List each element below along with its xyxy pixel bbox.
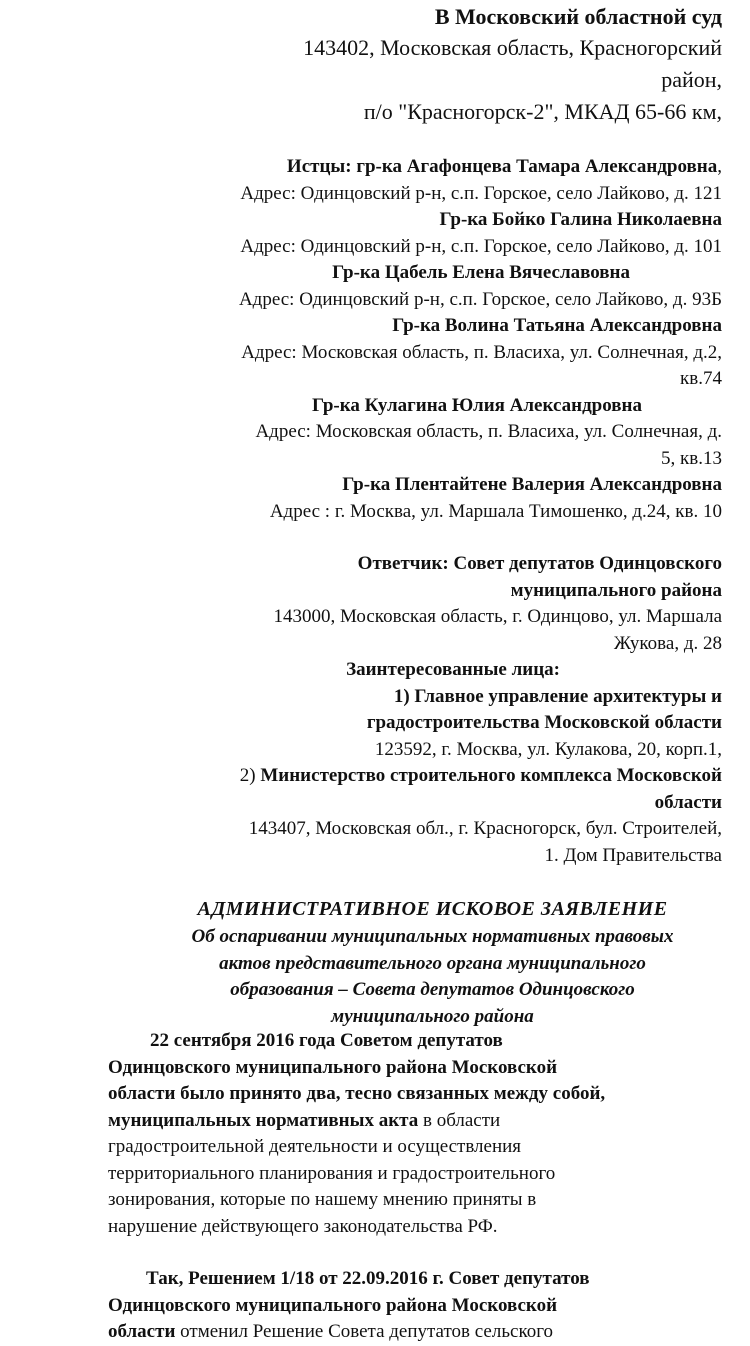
document-subtitle-line2: актов представительного органа муниципального bbox=[219, 952, 646, 974]
plaintiff-4-address-line1: Адрес: Московская область, п. Власиха, ул. Солнечная, д.2, bbox=[241, 341, 722, 363]
defendant-address-line1: 143000, Московская область, г. Одинцово, ул. Маршала bbox=[273, 606, 722, 627]
interested-2-name: Министерство строительного комплекса Московской bbox=[260, 765, 722, 786]
body-p1-line4 bbox=[108, 1108, 728, 1135]
interested-2-number: 2) bbox=[239, 765, 261, 786]
plaintiff-1-line bbox=[42, 154, 722, 181]
defendant-line1: Ответчик: Совет депутатов Одинцовского bbox=[357, 553, 722, 574]
court-name: В Московский областной суд bbox=[434, 4, 722, 29]
interested-2-address-line2: 1. Дом Правительства bbox=[544, 844, 722, 866]
court-header bbox=[42, 2, 722, 128]
body-p1-line4-rest: в области bbox=[418, 1109, 501, 1131]
plaintiff-2-name: Гр-ка Бойко Галина Николаевна bbox=[439, 209, 722, 230]
interested-label: Заинтересованные лица: bbox=[346, 659, 560, 680]
body-p1-line3: области было принято два, тесно связанных между собой, bbox=[108, 1083, 606, 1104]
body-p1-line2: Одинцовского муниципального района Московской bbox=[108, 1056, 558, 1078]
body-p1-line1: 22 сентября 2016 года Советом депутатов bbox=[150, 1030, 503, 1051]
interested-1-address: 123592, г. Москва, ул. Кулакова, 20, корп.1, bbox=[374, 738, 722, 760]
body-p1-line6: территориального планирования и градостроительного bbox=[108, 1162, 556, 1184]
interested-2-line bbox=[42, 763, 722, 790]
body-p2-line3-rest: отменил Решение Совета депутатов сельского bbox=[175, 1321, 554, 1342]
defendant-line2: муниципального района bbox=[510, 579, 722, 601]
defendant-block bbox=[42, 551, 722, 657]
plaintiff-1-name: гр-ка Агафонцева Тамара Александровна bbox=[356, 156, 718, 177]
plaintiff-1-comma: , bbox=[717, 156, 722, 177]
court-address-line1: 143402, Московская область, Красногорский bbox=[303, 35, 722, 60]
plaintiffs-block bbox=[42, 154, 722, 525]
document-subtitle-line3: образования – Совета депутатов Одинцовского bbox=[230, 979, 635, 1000]
plaintiff-6-address: Адрес : г. Москва, ул. Маршала Тимошенко, д.24, кв. 10 bbox=[269, 500, 722, 522]
document-title-block bbox=[100, 894, 750, 1030]
body-p1-line5: градостроительной деятельности и осуществления bbox=[108, 1136, 522, 1157]
defendant-address-line2: Жукова, д. 28 bbox=[613, 632, 722, 654]
interested-2-address-line1: 143407, Московская обл., г. Красногорск, бул. Строителей, bbox=[248, 818, 722, 839]
body-paragraph-1 bbox=[108, 1028, 728, 1240]
plaintiff-4-address-line2: кв.74 bbox=[680, 368, 722, 389]
interested-2-line2: области bbox=[654, 791, 722, 813]
body-p2-line2: Одинцовского муниципального района Московской bbox=[108, 1294, 558, 1316]
plaintiffs-label: Истцы: bbox=[286, 156, 352, 177]
body-p2-line3 bbox=[108, 1319, 728, 1346]
body-p2-line3-bold: области bbox=[108, 1321, 176, 1342]
plaintiff-5-name: Гр-ка Кулагина Юлия Александровна bbox=[311, 394, 642, 416]
plaintiff-3-name: Гр-ка Цабель Елена Вячеславовна bbox=[332, 262, 630, 283]
plaintiff-5-address-line1: Адрес: Московская область, п. Власиха, ул. Солнечная, д. bbox=[255, 421, 722, 442]
body-p1-line4-bold: муниципальных нормативных акта bbox=[108, 1109, 419, 1131]
interested-1-line2: градостроительства Московской области bbox=[366, 712, 722, 733]
court-address-line3: п/о "Красногорск-2", МКАД 65-66 км, bbox=[363, 99, 722, 124]
body-p1-line7: зонирования, которые по нашему мнению приняты в bbox=[108, 1189, 537, 1210]
plaintiff-4-name: Гр-ка Волина Татьяна Александровна bbox=[392, 315, 722, 336]
document-subtitle-line1: Об оспаривании муниципальных нормативных правовых bbox=[191, 926, 674, 947]
document-title: АДМИНИСТРАТИВНОЕ ИСКОВОЕ ЗАЯВЛЕНИЕ bbox=[197, 898, 668, 920]
plaintiff-6-name: Гр-ка Плентайтене Валерия Александровна bbox=[342, 474, 722, 495]
document-subtitle-line4: муниципального района bbox=[331, 1005, 534, 1027]
body-p1-line8: нарушение действующего законодательства РФ. bbox=[108, 1215, 498, 1237]
plaintiff-1-address: Адрес: Одинцовский р-н, с.п. Горское, село Лайково, д. 121 bbox=[240, 182, 722, 204]
plaintiff-3-address: Адрес: Одинцовский р-н, с.п. Горское, село Лайково, д. 93Б bbox=[238, 288, 722, 310]
body-p2-line1: Так, Решением 1/18 от 22.09.2016 г. Совет депутатов bbox=[146, 1268, 590, 1289]
plaintiff-5-address-line2: 5, кв.13 bbox=[661, 447, 722, 469]
interested-1-line1: 1) Главное управление архитектуры и bbox=[393, 685, 722, 707]
interested-parties-block bbox=[42, 657, 722, 869]
court-address-line2: район, bbox=[661, 67, 722, 92]
plaintiff-2-address: Адрес: Одинцовский р-н, с.п. Горское, село Лайково, д. 101 bbox=[240, 235, 722, 257]
